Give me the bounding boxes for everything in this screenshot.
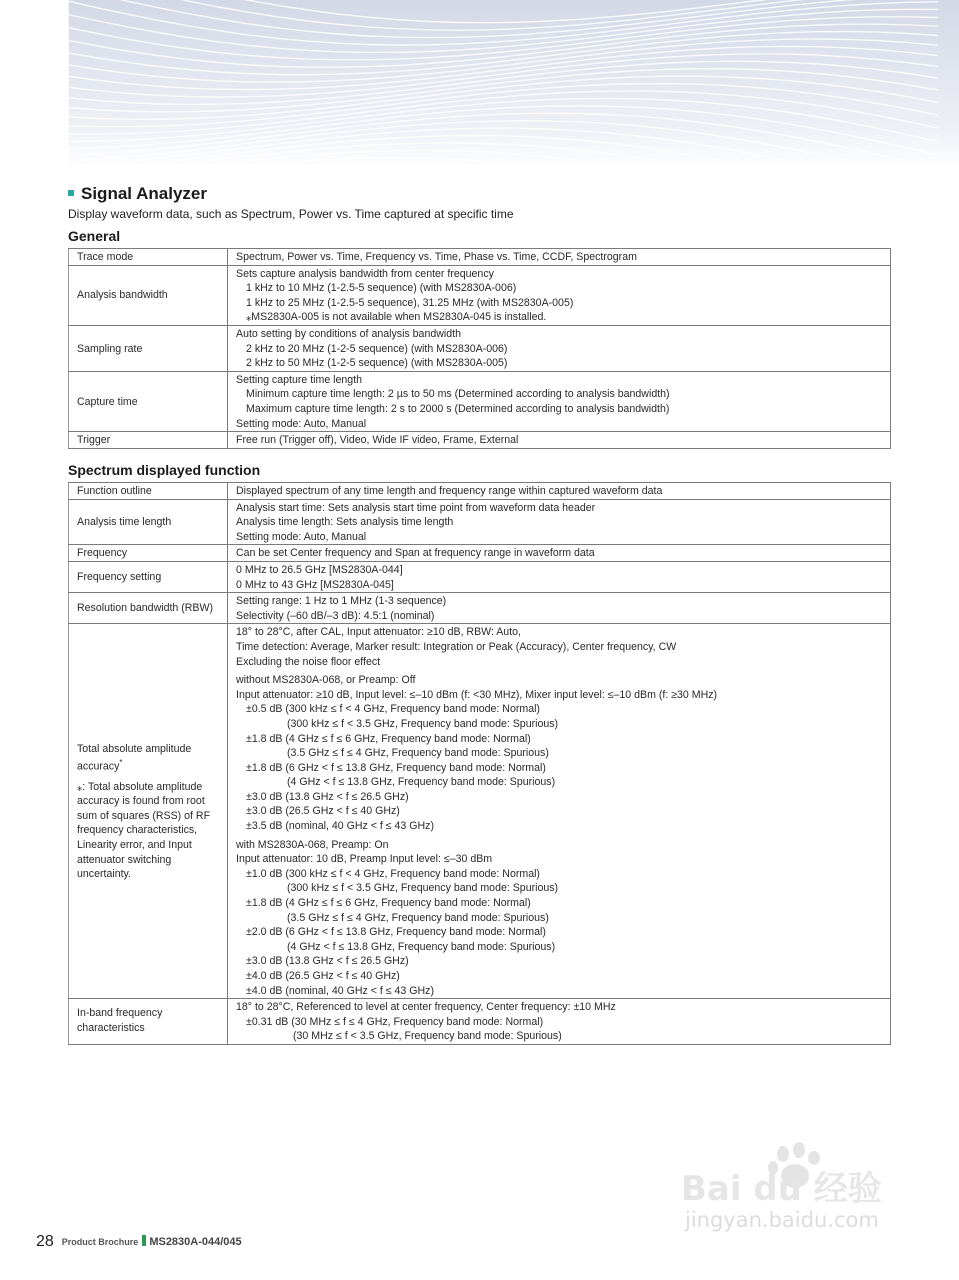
table-row [69, 265, 891, 325]
general-table [68, 248, 891, 449]
general-title: General [68, 228, 121, 244]
table-row [69, 483, 891, 500]
row-label: Analysis bandwidth [69, 265, 228, 325]
row-label: Resolution bandwidth (RBW) [69, 593, 228, 624]
watermark-brand: Bai du 经验 [681, 1169, 882, 1209]
page-number: 28 [36, 1233, 54, 1250]
watermark-url: jingyan.baidu.com [685, 1208, 879, 1232]
header-banner [68, 0, 959, 170]
total-accuracy-note: ⁎: Total absolute amplitude accuracy is found from root sum of squares (RSS) of RF frequency characteristics, Linearity error, and Input attenuator switching uncertainty. [77, 780, 211, 881]
row-label: In-band frequency characteristics [69, 999, 228, 1045]
row-label: Trace mode [69, 249, 228, 266]
row-value: Can be set Center frequency and Span at frequency range in waveform data [228, 545, 891, 562]
spectrum-title: Spectrum displayed function [68, 462, 261, 478]
bullet-square-icon [68, 190, 74, 196]
row-label-total-accuracy [69, 624, 228, 999]
row-label: Frequency setting [69, 561, 228, 592]
table-row [69, 545, 891, 562]
page-footer [36, 1233, 242, 1251]
row-value: 18° to 28°C, Referenced to level at center frequency, Center frequency: ±10 MHz ±0.31 dB (30 MHz ≤ f ≤ 4 GHz, Frequency band mode: Normal) (30 MHz ≤ f < 3.5 GHz, Frequency band mode: Spurious) [228, 999, 891, 1045]
table-row [69, 999, 891, 1045]
row-value: 18° to 28°C, after CAL, Input attenuator: ≥10 dB, RBW: Auto, Time detection: Average, Marker result: Integration or Peak (Accuracy), Center frequency, CW Excluding the noise floor effect without MS2830A-068, or Preamp: Off Input attenuator: ≥10 dB, Input level: ≤–10 dBm (f: <30 MHz), Mixer input level: ≤–10 dBm (f: ≥30 MHz) ±0.5 dB (300 kHz ≤ f < 4 GHz, Frequency band mode: Normal) (300 kHz ≤ f < 3.5 GHz, Frequency band mode: Spurious) ±1.8 dB (4 GHz ≤ f ≤ 6 GHz, Frequency band mode: Normal) (3.5 GHz ≤ f ≤ 4 GHz, Frequency band mode: Spurious) ±1.8 dB (6 GHz < f ≤ 13.8 GHz, Frequency band mode: Normal) (4 GHz < f ≤ 13.8 GHz, Frequency band mode: Spurious) ±3.0 dB (13.8 GHz < f ≤ 26.5 GHz) ±3.0 dB (26.5 GHz < f ≤ 40 GHz) ±3.5 dB (nominal, 40 GHz < f ≤ 43 GHz) with MS2830A-068, Preamp: On Input attenuator: 10 dB, Preamp Input level: ≤–30 dBm ±1.0 dB (300 kHz ≤ f < 4 GHz, Frequency band mode: Normal) (300 kHz ≤ f < 3.5 GHz, Frequency band mode: Spurious) ±1.8 dB (4 GHz ≤ f ≤ 6 GHz, Frequency band mode: Normal) (3.5 GHz ≤ f ≤ 4 GHz, Frequency band mode: Spurious) ±2.0 dB (6 GHz < f ≤ 13.8 GHz, Frequency band mode: Normal) (4 GHz < f ≤ 13.8 GHz, Frequency band mode: Spurious) ±3.0 dB (13.8 GHz < f ≤ 26.5 GHz) ±4.0 dB (26.5 GHz < f ≤ 40 GHz) ±4.0 dB (nominal, 40 GHz < f ≤ 43 GHz) [228, 624, 891, 999]
row-label: Capture time [69, 371, 228, 431]
table-row [69, 371, 891, 431]
spectrum-table [68, 482, 891, 1045]
row-label: Analysis time length [69, 499, 228, 545]
baidu-watermark-logo [675, 1140, 915, 1250]
total-accuracy-label: Total absolute amplitude accuracy* [77, 742, 192, 773]
table-row [69, 249, 891, 266]
section-title: Signal Analyzer [68, 184, 207, 204]
brochure-label: Product Brochure [61, 1237, 139, 1247]
table-row [69, 624, 891, 999]
row-value: Sets capture analysis bandwidth from center frequency 1 kHz to 10 MHz (1-2.5-5 sequence) (with MS2830A-006) 1 kHz to 25 MHz (1-2.5-5 sequence), 31.25 MHz (with MS2830A-005) ⁎MS2830A-005 is not available when MS2830A-045 is installed. [228, 265, 891, 325]
row-value: Displayed spectrum of any time length and frequency range within captured waveform data [228, 483, 891, 500]
row-value: Spectrum, Power vs. Time, Frequency vs. Time, Phase vs. Time, CCDF, Spectrogram [228, 249, 891, 266]
row-label: Frequency [69, 545, 228, 562]
row-label: Sampling rate [69, 325, 228, 371]
table-row [69, 432, 891, 449]
row-value: 0 MHz to 26.5 GHz [MS2830A-044] 0 MHz to 43 GHz [MS2830A-045] [228, 561, 891, 592]
row-value: Analysis start time: Sets analysis start time point from waveform data header Analysis time length: Sets analysis time length Setting mode: Auto, Manual [228, 499, 891, 545]
table-row [69, 561, 891, 592]
row-value: Setting capture time length Minimum capture time length: 2 µs to 50 ms (Determined according to analysis bandwidth) Maximum capture time length: 2 s to 2000 s (Determined according to analysis bandwidth) Setting mode: Auto, Manual [228, 371, 891, 431]
footer-bar-icon [142, 1235, 146, 1246]
row-label: Function outline [69, 483, 228, 500]
table-row [69, 325, 891, 371]
row-value: Setting range: 1 Hz to 1 MHz (1-3 sequence) Selectivity (–60 dB/–3 dB): 4.5:1 (nominal) [228, 593, 891, 624]
row-value: Auto setting by conditions of analysis bandwidth 2 kHz to 20 MHz (1-2-5 sequence) (with MS2830A-006) 2 kHz to 50 MHz (1-2-5 sequence) (with MS2830A-005) [228, 325, 891, 371]
table-row [69, 593, 891, 624]
table-row [69, 499, 891, 545]
section-description: Display waveform data, such as Spectrum, Power vs. Time captured at specific time [68, 207, 514, 221]
row-value: Free run (Trigger off), Video, Wide IF video, Frame, External [228, 432, 891, 449]
row-label: Trigger [69, 432, 228, 449]
model-number: MS2830A-044/045 [149, 1236, 242, 1248]
